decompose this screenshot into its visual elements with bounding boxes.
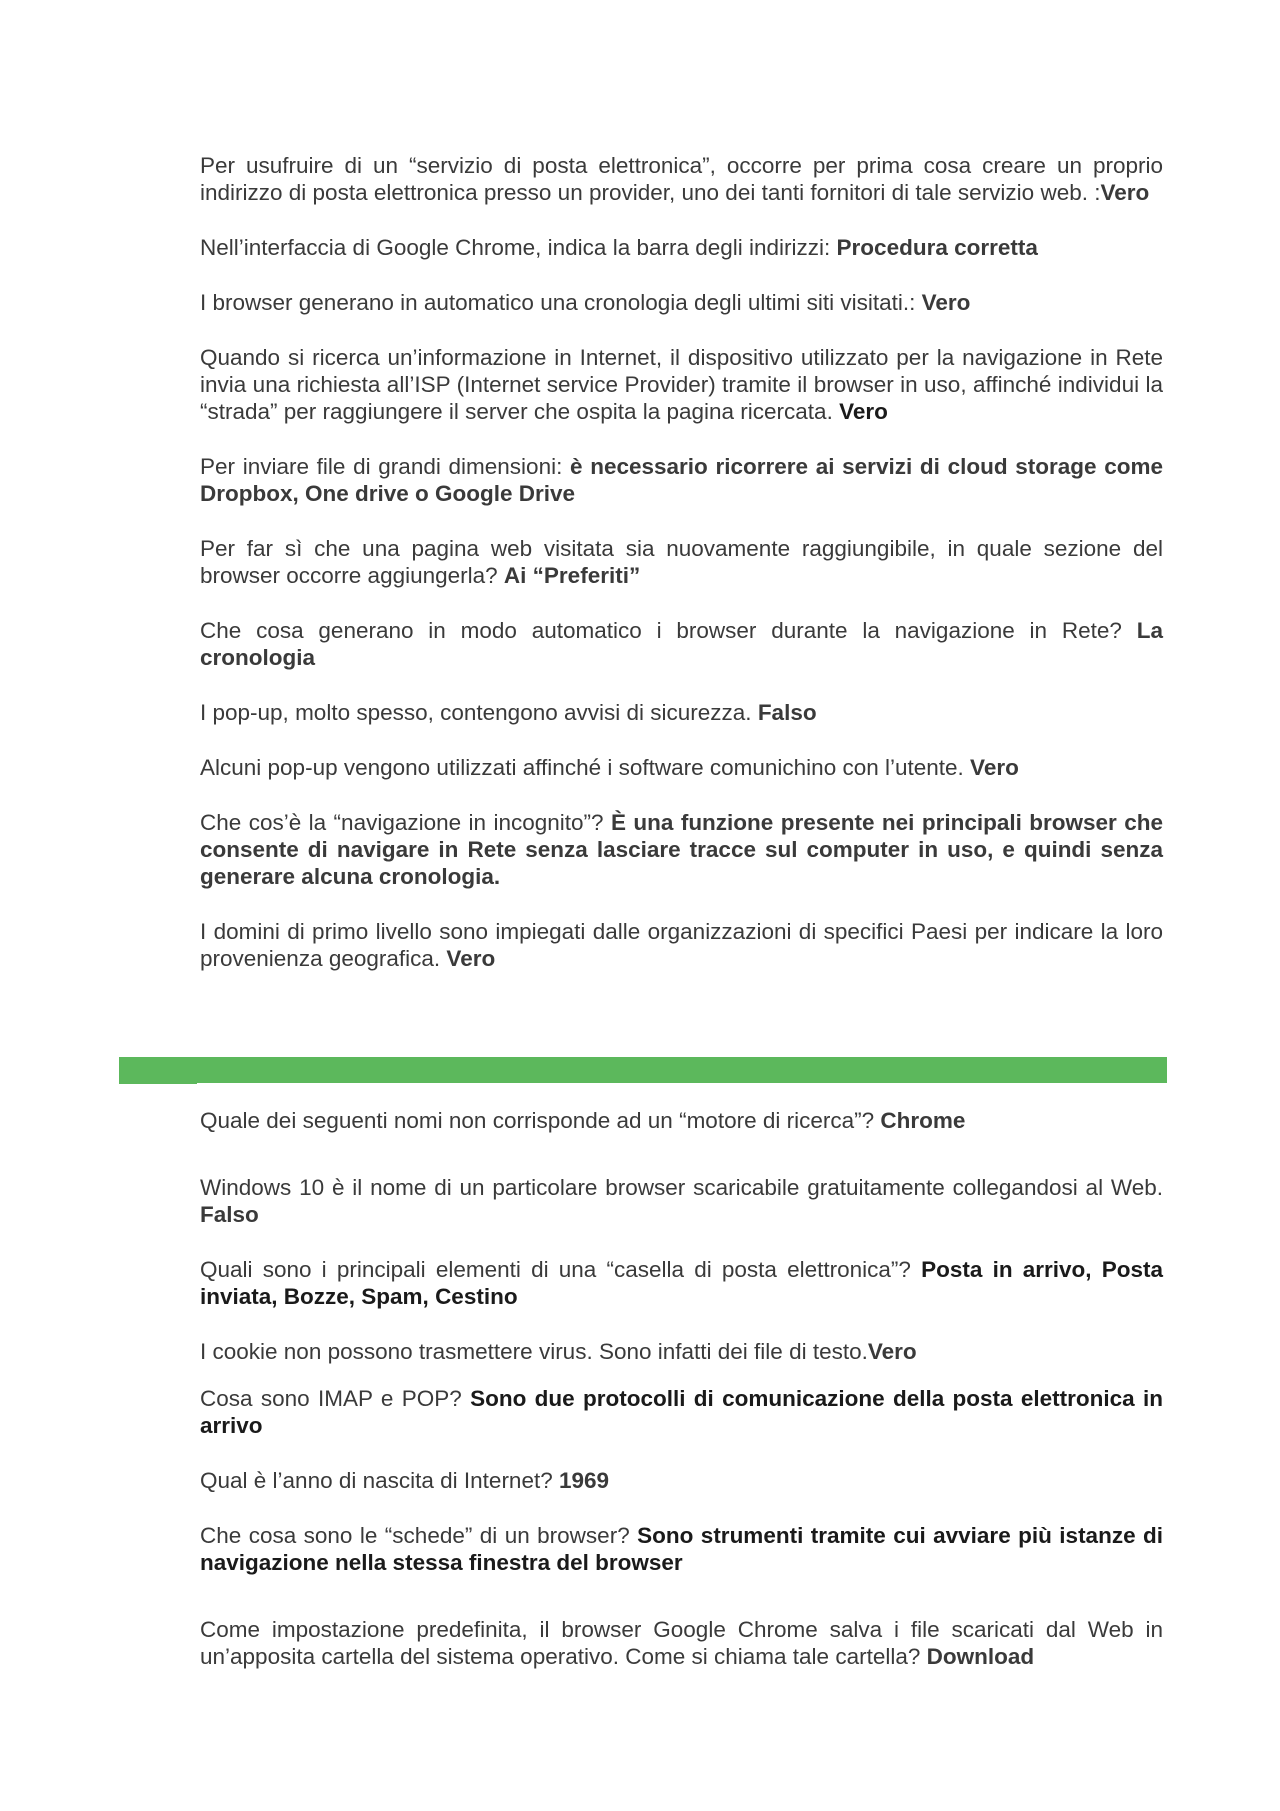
- answer-text: Ai “Preferiti”: [503, 563, 641, 588]
- question-text: Quali sono i principali elementi di una “casella di posta elettronica”?: [200, 1257, 922, 1282]
- answer-text: Posta in arrivo, Posta inviata, Bozze, Spam, Cestino: [200, 1257, 1163, 1309]
- question-text: Quale dei seguenti nomi non corrisponde ad un “motore di ricerca”?: [200, 1108, 881, 1133]
- qa-item: [200, 1174, 1163, 1228]
- qa-section-bottom: [200, 1107, 1163, 1698]
- answer-text: 1969: [558, 1468, 610, 1493]
- qa-item: [200, 1256, 1163, 1310]
- qa-item: [200, 1467, 1163, 1494]
- green-divider-bar: [119, 1057, 1167, 1083]
- answer-text: Chrome: [880, 1108, 966, 1133]
- answer-text: La cronologia: [200, 618, 1163, 670]
- answer-text: Sono strumenti tramite cui avviare più istanze di navigazione nella stessa finestra del browser: [200, 1523, 1163, 1575]
- question-text: Windows 10 è il nome di un particolare browser scaricabile gratuitamente collegandosi al Web.: [200, 1175, 1163, 1200]
- answer-text: è necessario ricorrere ai servizi di cloud storage come Dropbox, One drive o Google Drive: [200, 454, 1163, 506]
- qa-item: [200, 617, 1163, 671]
- answer-text: Vero: [921, 290, 971, 315]
- answer-text: Vero: [839, 399, 888, 424]
- question-text: I browser generano in automatico una cronologia degli ultimi siti visitati.:: [200, 290, 922, 315]
- answer-text: Vero: [1100, 180, 1150, 205]
- qa-item: [200, 1107, 1163, 1134]
- qa-item: [200, 1616, 1163, 1670]
- question-text: Per usufruire di un “servizio di posta elettronica”, occorre per prima cosa creare un proprio indirizzo di posta elettronica presso un provider, uno dei tanti fornitori di tale servizio web. :: [200, 153, 1163, 205]
- question-text: Che cosa generano in modo automatico i browser durante la navigazione in Rete?: [200, 618, 1137, 643]
- question-text: Nell’interfaccia di Google Chrome, indica la barra degli indirizzi:: [200, 235, 837, 260]
- qa-item: [200, 1338, 1163, 1365]
- answer-text: Falso: [757, 700, 817, 725]
- qa-item: [200, 1385, 1163, 1439]
- question-text: Che cosa sono le “schede” di un browser?: [200, 1523, 638, 1548]
- answer-text: Procedura corretta: [836, 235, 1038, 260]
- question-text: Come impostazione predefinita, il browser Google Chrome salva i file scaricati dal Web in un’apposita cartella del sistema operativo. Come si chiama tale cartella?: [200, 1617, 1163, 1669]
- question-text: Per far sì che una pagina web visitata sia nuovamente raggiungibile, in quale sezione del browser occorre aggiungerla?: [200, 536, 1163, 588]
- qa-item: [200, 1522, 1163, 1576]
- question-text: Qual è l’anno di nascita di Internet?: [200, 1468, 559, 1493]
- question-text: Alcuni pop-up vengono utilizzati affinché i software comunichino con l’utente.: [200, 755, 971, 780]
- answer-text: Vero: [867, 1339, 917, 1364]
- question-text: Cosa sono IMAP e POP?: [200, 1386, 471, 1411]
- answer-text: È una funzione presente nei principali browser che consente di navigare in Rete senza lasciare tracce sul computer in uso, e quindi senza generare alcuna cronologia.: [200, 810, 1163, 889]
- qa-item: [200, 234, 1163, 261]
- answer-text: Falso: [200, 1202, 259, 1227]
- question-text: Per inviare file di grandi dimensioni:: [200, 454, 571, 479]
- answer-text: Vero: [446, 946, 496, 971]
- answer-text: Download: [926, 1644, 1035, 1669]
- answer-text: Vero: [970, 755, 1019, 780]
- question-text: I cookie non possono trasmettere virus. Sono infatti dei file di testo.: [200, 1339, 868, 1364]
- divider-underline: [119, 1083, 197, 1084]
- question-text: Quando si ricerca un’informazione in Internet, il dispositivo utilizzato per la navigazione in Rete invia una richiesta all’ISP (Internet service Provider) tramite il browser in uso, affinché individui la “strada” per raggiungere il server che ospita la pagina ricercata.: [200, 345, 1163, 424]
- qa-item: [200, 809, 1163, 890]
- question-text: I pop-up, molto spesso, contengono avvisi di sicurezza.: [200, 700, 758, 725]
- question-text: Che cos’è la “navigazione in incognito”?: [200, 810, 611, 835]
- qa-section-top: [200, 152, 1163, 1000]
- qa-item: [200, 699, 1163, 726]
- answer-text: Sono due protocolli di comunicazione della posta elettronica in arrivo: [200, 1386, 1163, 1438]
- qa-item: [200, 918, 1163, 972]
- qa-item: [200, 152, 1163, 206]
- qa-item: [200, 453, 1163, 507]
- qa-item: [200, 344, 1163, 425]
- qa-item: [200, 289, 1163, 316]
- question-text: I domini di primo livello sono impiegati dalle organizzazioni di specifici Paesi per indicare la loro provenienza geografica.: [200, 919, 1163, 971]
- qa-item: [200, 754, 1163, 781]
- qa-item: [200, 535, 1163, 589]
